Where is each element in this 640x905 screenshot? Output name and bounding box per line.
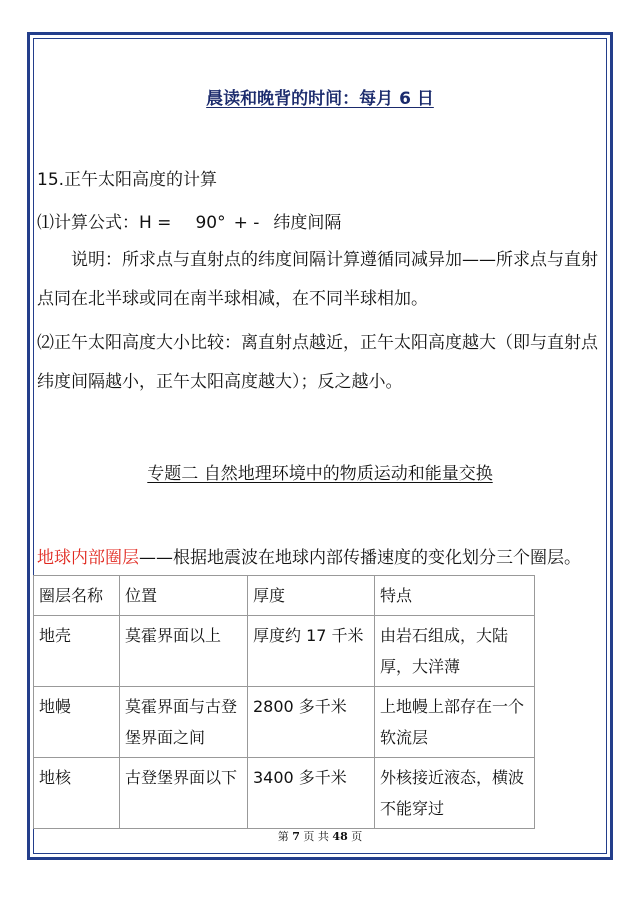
table-cell: 上地幔上部存在一个软流层 (375, 687, 535, 758)
table-cell: 地壳 (34, 616, 120, 687)
footer-total-pages: 48 (332, 830, 348, 843)
table-header-cell: 圈层名称 (34, 576, 120, 616)
table-row (34, 758, 535, 829)
table-cell: 由岩石组成，大陆厚，大洋薄 (375, 616, 535, 687)
footer-page-number: 7 (292, 830, 300, 843)
table-cell: 地幔 (34, 687, 120, 758)
footer-suffix: 页 (351, 830, 363, 843)
table-cell: 2800 多千米 (248, 687, 375, 758)
table-header-cell: 厚度 (248, 576, 375, 616)
table-row (34, 687, 535, 758)
table-cell: 地核 (34, 758, 120, 829)
formula-degree: 90° (195, 213, 226, 233)
table-cell: 莫霍界面与古登堡界面之间 (120, 687, 248, 758)
formula-term: 纬度间隔 (273, 213, 342, 233)
earth-layers-table (33, 575, 535, 829)
formula-operator: + - (233, 213, 260, 233)
table-cell: 莫霍界面以上 (120, 616, 248, 687)
footer-prefix: 第 (277, 830, 289, 843)
page-header-title: 晨读和晚背的时间：每月 6 日 (206, 89, 434, 109)
comparison-paragraph: ⑵正午太阳高度大小比较：离直射点越近，正午太阳高度越大（即与直射点纬度间隔越小，正午太阳高度越大）；反之越小。 (37, 333, 598, 392)
table-cell: 3400 多千米 (248, 758, 375, 829)
formula-h: H = (139, 213, 172, 233)
section-15-title: 15.正午太阳高度的计算 (37, 170, 218, 190)
page-footer (0, 828, 640, 844)
earth-layers-intro (37, 543, 581, 568)
earth-layers-desc: ——根据地震波在地球内部传播速度的变化划分三个圈层。 (139, 548, 581, 568)
table-header-row (34, 576, 535, 616)
footer-mid: 页 共 (303, 830, 329, 843)
earth-layers-label: 地球内部圈层 (37, 548, 139, 568)
table-cell: 厚度约 17 千米 (248, 616, 375, 687)
formula-prefix: ⑴计算公式： (37, 213, 139, 233)
table-header-cell: 位置 (120, 576, 248, 616)
table-header-cell: 特点 (375, 576, 535, 616)
topic-2-title: 专题二 自然地理环境中的物质运动和能量交换 (147, 464, 493, 484)
formula-line (37, 208, 341, 233)
explanation-paragraph: 说明：所求点与直射点的纬度间隔计算遵循同减异加——所求点与直射点同在北半球或同在南半球相减，在不同半球相加。 (37, 250, 598, 309)
table-cell: 外核接近液态，横波不能穿过 (375, 758, 535, 829)
table-cell: 古登堡界面以下 (120, 758, 248, 829)
table-row (34, 616, 535, 687)
